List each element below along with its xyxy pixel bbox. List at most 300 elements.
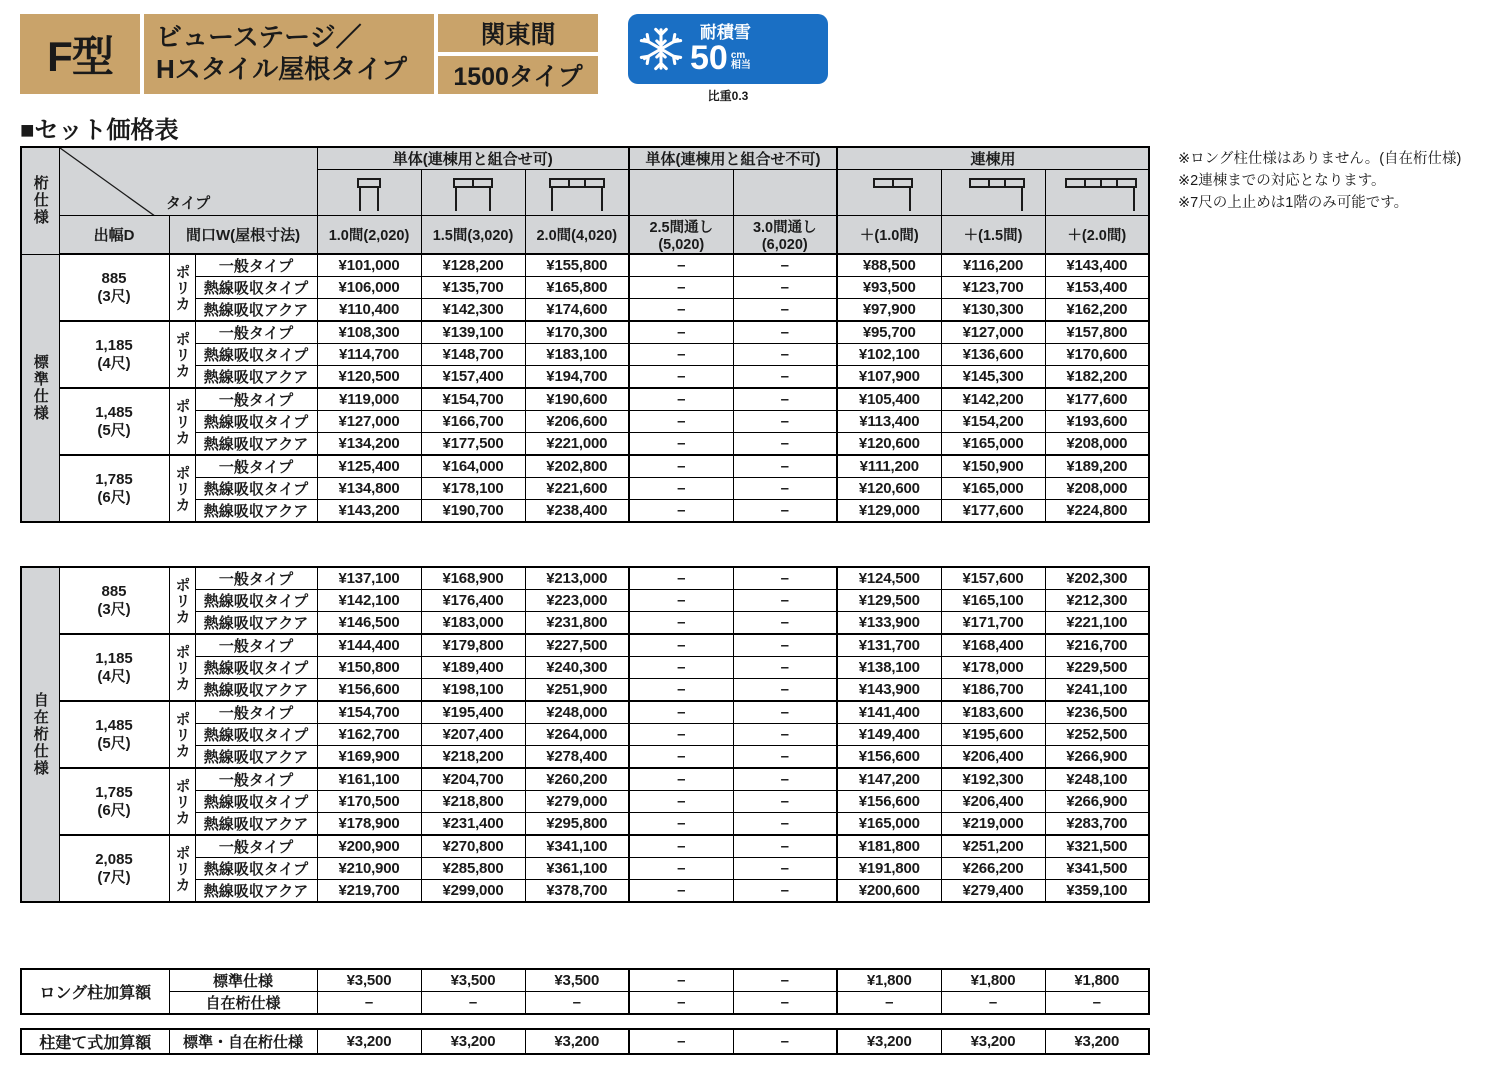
price-cell: ¥206,400 bbox=[941, 746, 1045, 769]
price-cell: ¥194,700 bbox=[525, 366, 629, 389]
price-cell: ¥264,000 bbox=[525, 724, 629, 746]
header-spec-label: 桁仕様 bbox=[21, 147, 59, 254]
addon-row bbox=[21, 992, 1149, 1015]
header-column-5: 3.0間通し(6,020) bbox=[733, 216, 837, 255]
note-item: ※7尺の上止めは1階のみ可能です。 bbox=[1178, 195, 1409, 212]
price-cell: ¥133,900 bbox=[837, 612, 941, 635]
price-cell: – bbox=[629, 791, 733, 813]
snow-load-density: 比重0.3 bbox=[707, 89, 749, 103]
price-cell: – bbox=[733, 858, 837, 880]
snow-load-text bbox=[690, 24, 751, 75]
header-column-7: ＋(1.5間) bbox=[941, 216, 1045, 255]
price-cell: ¥127,000 bbox=[317, 411, 421, 433]
size-label: 1500タイプ bbox=[438, 56, 598, 94]
snow-load-title: 耐積雪 bbox=[699, 22, 751, 42]
addon-price-cell: ¥3,500 bbox=[317, 969, 421, 992]
price-cell: ¥164,000 bbox=[421, 455, 525, 478]
addon-price-cell: – bbox=[629, 1029, 733, 1054]
price-cell: ¥111,200 bbox=[837, 455, 941, 478]
price-cell: – bbox=[629, 701, 733, 724]
grade-cell: 一般タイプ bbox=[195, 388, 317, 411]
price-cell: ¥95,700 bbox=[837, 321, 941, 344]
table-row bbox=[21, 567, 1149, 590]
price-table-freebeam bbox=[20, 566, 1150, 903]
price-cell: ¥177,600 bbox=[941, 500, 1045, 523]
price-cell: – bbox=[629, 679, 733, 702]
price-cell: ¥165,000 bbox=[941, 478, 1045, 500]
price-cell: ¥236,500 bbox=[1045, 701, 1149, 724]
addon-row bbox=[21, 969, 1149, 992]
price-cell: ¥202,800 bbox=[525, 455, 629, 478]
grade-cell: 熱線吸収タイプ bbox=[195, 791, 317, 813]
price-cell: ¥128,200 bbox=[421, 254, 525, 277]
price-cell: ¥178,100 bbox=[421, 478, 525, 500]
price-cell: ¥165,000 bbox=[837, 813, 941, 836]
addon-price-cell: ¥3,500 bbox=[525, 969, 629, 992]
header-type-label: タイプ bbox=[59, 147, 317, 216]
price-cell: ¥114,700 bbox=[317, 344, 421, 366]
grade-cell: 熱線吸収アクア bbox=[195, 813, 317, 836]
price-cell: ¥231,800 bbox=[525, 612, 629, 635]
block-spec-label: 自在桁仕様 bbox=[21, 567, 59, 902]
price-cell: ¥207,400 bbox=[421, 724, 525, 746]
material-cell: ポリカ bbox=[169, 254, 195, 321]
price-cell: ¥321,500 bbox=[1045, 835, 1149, 858]
price-cell: – bbox=[629, 768, 733, 791]
depth-cell: 1,185 (4尺) bbox=[59, 321, 169, 388]
depth-cell: 885 (3尺) bbox=[59, 254, 169, 321]
addon-price-cell: ¥1,800 bbox=[1045, 969, 1149, 992]
price-cell: ¥101,000 bbox=[317, 254, 421, 277]
carport-addon-2bay-icon bbox=[941, 170, 1045, 216]
price-cell: ¥241,100 bbox=[1045, 679, 1149, 702]
material-cell: ポリカ bbox=[169, 388, 195, 455]
price-cell: ¥134,800 bbox=[317, 478, 421, 500]
grade-cell: 熱線吸収タイプ bbox=[195, 657, 317, 679]
price-table-standard bbox=[20, 146, 1150, 523]
grade-cell: 熱線吸収タイプ bbox=[195, 411, 317, 433]
price-cell: ¥283,700 bbox=[1045, 813, 1149, 836]
price-cell: ¥165,800 bbox=[525, 277, 629, 299]
price-cell: – bbox=[733, 813, 837, 836]
carport-1bay-icon bbox=[733, 170, 837, 216]
price-cell: ¥170,300 bbox=[525, 321, 629, 344]
price-cell: ¥219,700 bbox=[317, 880, 421, 903]
grade-cell: 熱線吸収アクア bbox=[195, 366, 317, 389]
price-cell: ¥200,600 bbox=[837, 880, 941, 903]
price-cell: ¥147,200 bbox=[837, 768, 941, 791]
addon-price-cell: – bbox=[421, 992, 525, 1015]
header-column-6: ＋(1.0間) bbox=[837, 216, 941, 255]
block-spec-label: 標準仕様 bbox=[21, 254, 59, 522]
price-cell: ¥183,000 bbox=[421, 612, 525, 635]
price-cell: ¥150,800 bbox=[317, 657, 421, 679]
price-cell: ¥341,100 bbox=[525, 835, 629, 858]
price-cell: ¥168,900 bbox=[421, 567, 525, 590]
carport-addon-3bay-icon bbox=[1045, 170, 1149, 216]
price-cell: – bbox=[629, 880, 733, 903]
price-cell: ¥127,000 bbox=[941, 321, 1045, 344]
price-cell: – bbox=[733, 590, 837, 612]
grade-cell: 一般タイプ bbox=[195, 455, 317, 478]
price-cell: ¥200,900 bbox=[317, 835, 421, 858]
price-cell: – bbox=[629, 455, 733, 478]
header-column-2: 1.5間(3,020) bbox=[421, 216, 525, 255]
price-cell: – bbox=[733, 411, 837, 433]
price-cell: ¥252,500 bbox=[1045, 724, 1149, 746]
addon-price-cell: – bbox=[525, 992, 629, 1015]
grade-cell: 熱線吸収アクア bbox=[195, 612, 317, 635]
price-cell: – bbox=[733, 746, 837, 769]
addon-sub-label: 自在桁仕様 bbox=[169, 992, 317, 1015]
price-cell: – bbox=[629, 724, 733, 746]
depth-cell: 1,485 (5尺) bbox=[59, 388, 169, 455]
snowflake-icon bbox=[638, 26, 684, 72]
section-title: ■セット価格表 bbox=[20, 117, 179, 144]
price-cell: ¥206,400 bbox=[941, 791, 1045, 813]
depth-cell: 1,185 (4尺) bbox=[59, 634, 169, 701]
price-cell: ¥248,100 bbox=[1045, 768, 1149, 791]
header-column-3: 2.0間(4,020) bbox=[525, 216, 629, 255]
price-cell: ¥120,500 bbox=[317, 366, 421, 389]
note-item: ※ロング柱仕様はありません。(自在桁仕様) bbox=[1178, 151, 1462, 167]
price-cell: ¥169,900 bbox=[317, 746, 421, 769]
price-cell: ¥143,400 bbox=[1045, 254, 1149, 277]
price-cell: ¥213,000 bbox=[525, 567, 629, 590]
grade-cell: 熱線吸収タイプ bbox=[195, 478, 317, 500]
table-row bbox=[21, 768, 1149, 791]
addon-price-cell: – bbox=[733, 969, 837, 992]
grade-cell: 一般タイプ bbox=[195, 835, 317, 858]
addon-price-cell: – bbox=[837, 992, 941, 1015]
addon-label: 柱建て式加算額 bbox=[21, 1029, 169, 1054]
price-cell: – bbox=[733, 254, 837, 277]
price-cell: ¥97,900 bbox=[837, 299, 941, 322]
price-cell: – bbox=[733, 724, 837, 746]
grade-cell: 一般タイプ bbox=[195, 321, 317, 344]
price-cell: – bbox=[629, 657, 733, 679]
price-cell: – bbox=[629, 277, 733, 299]
price-cell: – bbox=[629, 478, 733, 500]
carport-1bay-icon bbox=[317, 170, 421, 216]
price-cell: ¥136,600 bbox=[941, 344, 1045, 366]
snow-load-value-row bbox=[690, 38, 751, 77]
price-cell: ¥166,700 bbox=[421, 411, 525, 433]
price-cell: ¥192,300 bbox=[941, 768, 1045, 791]
price-cell: ¥218,200 bbox=[421, 746, 525, 769]
product-type-badge: F型 bbox=[20, 14, 140, 94]
price-cell: ¥134,200 bbox=[317, 433, 421, 456]
price-cell: ¥341,500 bbox=[1045, 858, 1149, 880]
grade-cell: 熱線吸収タイプ bbox=[195, 858, 317, 880]
depth-cell: 1,485 (5尺) bbox=[59, 701, 169, 768]
price-cell: ¥153,400 bbox=[1045, 277, 1149, 299]
price-cell: ¥162,700 bbox=[317, 724, 421, 746]
price-cell: ¥229,500 bbox=[1045, 657, 1149, 679]
snow-load-badge bbox=[628, 14, 828, 84]
price-cell: ¥174,600 bbox=[525, 299, 629, 322]
price-cell: ¥295,800 bbox=[525, 813, 629, 836]
header-group-multi: 連棟用 bbox=[837, 147, 1149, 170]
price-cell: ¥359,100 bbox=[1045, 880, 1149, 903]
price-cell: ¥124,500 bbox=[837, 567, 941, 590]
price-cell: ¥142,300 bbox=[421, 299, 525, 322]
grade-cell: 一般タイプ bbox=[195, 768, 317, 791]
price-cell: ¥107,900 bbox=[837, 366, 941, 389]
price-cell: ¥168,400 bbox=[941, 634, 1045, 657]
material-cell: ポリカ bbox=[169, 768, 195, 835]
price-cell: ¥218,800 bbox=[421, 791, 525, 813]
addon-table bbox=[20, 1028, 1150, 1055]
price-cell: – bbox=[629, 746, 733, 769]
price-cell: ¥154,200 bbox=[941, 411, 1045, 433]
table-row bbox=[21, 455, 1149, 478]
price-cell: – bbox=[733, 455, 837, 478]
grade-cell: 熱線吸収タイプ bbox=[195, 724, 317, 746]
price-cell: ¥129,000 bbox=[837, 500, 941, 523]
product-banner bbox=[20, 14, 598, 94]
price-cell: ¥224,800 bbox=[1045, 500, 1149, 523]
price-cell: – bbox=[733, 567, 837, 590]
price-cell: ¥129,500 bbox=[837, 590, 941, 612]
price-cell: ¥204,700 bbox=[421, 768, 525, 791]
addon-price-cell: – bbox=[1045, 992, 1149, 1015]
price-cell: – bbox=[629, 590, 733, 612]
price-cell: ¥105,400 bbox=[837, 388, 941, 411]
snow-load-badge-wrap bbox=[628, 14, 828, 104]
price-cell: ¥278,400 bbox=[525, 746, 629, 769]
price-cell: – bbox=[629, 858, 733, 880]
grade-cell: 一般タイプ bbox=[195, 567, 317, 590]
price-cell: ¥144,400 bbox=[317, 634, 421, 657]
table-row bbox=[21, 321, 1149, 344]
price-cell: – bbox=[629, 299, 733, 322]
price-cell: ¥150,900 bbox=[941, 455, 1045, 478]
price-cell: ¥161,100 bbox=[317, 768, 421, 791]
addon-price-cell: – bbox=[733, 992, 837, 1015]
price-cell: – bbox=[733, 344, 837, 366]
depth-cell: 1,785 (6尺) bbox=[59, 768, 169, 835]
addon-sub-label: 標準・自在桁仕様 bbox=[169, 1029, 317, 1054]
price-cell: ¥157,800 bbox=[1045, 321, 1149, 344]
price-cell: – bbox=[733, 366, 837, 389]
price-cell: ¥208,000 bbox=[1045, 433, 1149, 456]
price-cell: ¥108,300 bbox=[317, 321, 421, 344]
price-cell: – bbox=[733, 388, 837, 411]
price-cell: – bbox=[629, 344, 733, 366]
header-group-single-combinable: 単体(連棟用と組合せ可) bbox=[317, 147, 629, 170]
price-cell: ¥361,100 bbox=[525, 858, 629, 880]
price-cell: ¥189,400 bbox=[421, 657, 525, 679]
price-cell: ¥155,800 bbox=[525, 254, 629, 277]
table-row bbox=[21, 634, 1149, 657]
addon-price-cell: – bbox=[733, 1029, 837, 1054]
price-cell: ¥212,300 bbox=[1045, 590, 1149, 612]
snow-load-unit-top: cm bbox=[730, 49, 746, 61]
price-cell: ¥88,500 bbox=[837, 254, 941, 277]
price-cell: ¥157,600 bbox=[941, 567, 1045, 590]
price-cell: ¥102,100 bbox=[837, 344, 941, 366]
price-cell: ¥135,700 bbox=[421, 277, 525, 299]
price-cell: ¥183,100 bbox=[525, 344, 629, 366]
price-cell: ¥165,000 bbox=[941, 433, 1045, 456]
material-cell: ポリカ bbox=[169, 455, 195, 522]
price-cell: ¥138,100 bbox=[837, 657, 941, 679]
grade-cell: 熱線吸収アクア bbox=[195, 299, 317, 322]
price-cell: ¥299,000 bbox=[421, 880, 525, 903]
price-cell: ¥206,600 bbox=[525, 411, 629, 433]
price-cell: ¥113,400 bbox=[837, 411, 941, 433]
price-cell: ¥170,600 bbox=[1045, 344, 1149, 366]
price-cell: ¥186,700 bbox=[941, 679, 1045, 702]
price-cell: – bbox=[629, 433, 733, 456]
price-cell: ¥145,300 bbox=[941, 366, 1045, 389]
price-cell: ¥223,000 bbox=[525, 590, 629, 612]
price-cell: ¥165,100 bbox=[941, 590, 1045, 612]
carport-addon-1bay-icon bbox=[837, 170, 941, 216]
header-group-single-not-combinable: 単体(連棟用と組合せ不可) bbox=[629, 147, 837, 170]
addon-price-cell: – bbox=[629, 992, 733, 1015]
price-cell: ¥148,700 bbox=[421, 344, 525, 366]
price-cell: ¥116,200 bbox=[941, 254, 1045, 277]
price-cell: ¥123,700 bbox=[941, 277, 1045, 299]
price-cell: ¥191,800 bbox=[837, 858, 941, 880]
price-cell: ¥181,800 bbox=[837, 835, 941, 858]
price-cell: ¥208,000 bbox=[1045, 478, 1149, 500]
price-cell: ¥251,900 bbox=[525, 679, 629, 702]
price-cell: ¥130,300 bbox=[941, 299, 1045, 322]
price-cell: – bbox=[733, 478, 837, 500]
price-cell: ¥156,600 bbox=[837, 746, 941, 769]
price-cell: ¥279,400 bbox=[941, 880, 1045, 903]
price-cell: ¥157,400 bbox=[421, 366, 525, 389]
price-cell: ¥162,200 bbox=[1045, 299, 1149, 322]
price-cell: – bbox=[629, 567, 733, 590]
price-cell: ¥171,700 bbox=[941, 612, 1045, 635]
notes-block bbox=[1178, 148, 1488, 214]
addon-price-cell: ¥3,200 bbox=[317, 1029, 421, 1054]
depth-cell: 1,785 (6尺) bbox=[59, 455, 169, 522]
price-cell: ¥137,100 bbox=[317, 567, 421, 590]
addon-price-cell: ¥3,500 bbox=[421, 969, 525, 992]
grade-cell: 熱線吸収アクア bbox=[195, 433, 317, 456]
price-cell: – bbox=[733, 880, 837, 903]
price-cell: ¥143,900 bbox=[837, 679, 941, 702]
price-cell: ¥189,200 bbox=[1045, 455, 1149, 478]
header-column-row bbox=[21, 216, 1149, 255]
price-cell: ¥221,600 bbox=[525, 478, 629, 500]
product-name-block bbox=[144, 14, 434, 94]
price-cell: ¥143,200 bbox=[317, 500, 421, 523]
price-cell: ¥156,600 bbox=[837, 791, 941, 813]
price-cell: ¥231,400 bbox=[421, 813, 525, 836]
price-cell: – bbox=[733, 321, 837, 344]
price-cell: ¥178,000 bbox=[941, 657, 1045, 679]
price-cell: – bbox=[629, 366, 733, 389]
price-cell: ¥154,700 bbox=[317, 701, 421, 724]
grade-cell: 熱線吸収アクア bbox=[195, 746, 317, 769]
price-cell: ¥120,600 bbox=[837, 478, 941, 500]
depth-cell: 885 (3尺) bbox=[59, 567, 169, 634]
addon-price-cell: – bbox=[629, 969, 733, 992]
material-cell: ポリカ bbox=[169, 835, 195, 902]
header-column-4: 2.5間通し(5,020) bbox=[629, 216, 733, 255]
grade-cell: 一般タイプ bbox=[195, 634, 317, 657]
price-cell: – bbox=[629, 321, 733, 344]
price-cell: ¥125,400 bbox=[317, 455, 421, 478]
header-column-1: 1.0間(2,020) bbox=[317, 216, 421, 255]
price-cell: – bbox=[733, 701, 837, 724]
price-cell: ¥216,700 bbox=[1045, 634, 1149, 657]
price-cell: ¥195,600 bbox=[941, 724, 1045, 746]
price-cell: ¥221,000 bbox=[525, 433, 629, 456]
price-cell: ¥149,400 bbox=[837, 724, 941, 746]
price-cell: ¥177,500 bbox=[421, 433, 525, 456]
snow-load-unit bbox=[731, 51, 751, 72]
depth-cell: 2,085 (7尺) bbox=[59, 835, 169, 902]
table-row bbox=[21, 701, 1149, 724]
price-cell: ¥139,100 bbox=[421, 321, 525, 344]
price-cell: – bbox=[733, 612, 837, 635]
header-width-label: 間口W(屋根寸法) bbox=[169, 216, 317, 255]
price-cell: ¥120,600 bbox=[837, 433, 941, 456]
product-name-line1: ビューステージ／ bbox=[156, 22, 362, 53]
price-cell: ¥238,400 bbox=[525, 500, 629, 523]
price-cell: ¥170,500 bbox=[317, 791, 421, 813]
addon-label: ロング柱加算額 bbox=[21, 969, 169, 1014]
addon-row bbox=[21, 1029, 1149, 1054]
header-group-row bbox=[21, 147, 1149, 170]
grade-cell: 熱線吸収アクア bbox=[195, 880, 317, 903]
price-cell: ¥154,700 bbox=[421, 388, 525, 411]
table-row bbox=[21, 254, 1149, 277]
addon-price-cell: ¥3,200 bbox=[837, 1029, 941, 1054]
addon-price-cell: – bbox=[941, 992, 1045, 1015]
price-cell: ¥198,100 bbox=[421, 679, 525, 702]
price-cell: – bbox=[629, 612, 733, 635]
snow-load-unit-bottom: 相当 bbox=[730, 60, 751, 71]
price-cell: – bbox=[733, 277, 837, 299]
grade-cell: 一般タイプ bbox=[195, 254, 317, 277]
price-cell: ¥270,800 bbox=[421, 835, 525, 858]
price-cell: – bbox=[733, 791, 837, 813]
grade-cell: 熱線吸収タイプ bbox=[195, 344, 317, 366]
price-cell: ¥177,600 bbox=[1045, 388, 1149, 411]
note-item: ※2連棟までの対応となります。 bbox=[1178, 173, 1386, 190]
grade-cell: 熱線吸収アクア bbox=[195, 500, 317, 523]
addon-price-cell: ¥3,200 bbox=[1045, 1029, 1149, 1054]
price-cell: ¥193,600 bbox=[1045, 411, 1149, 433]
price-cell: ¥141,400 bbox=[837, 701, 941, 724]
price-cell: ¥266,900 bbox=[1045, 791, 1149, 813]
material-cell: ポリカ bbox=[169, 567, 195, 634]
price-cell: ¥176,400 bbox=[421, 590, 525, 612]
price-cell: – bbox=[733, 657, 837, 679]
addon-price-cell: ¥3,200 bbox=[525, 1029, 629, 1054]
price-cell: ¥179,800 bbox=[421, 634, 525, 657]
grade-cell: 熱線吸収タイプ bbox=[195, 590, 317, 612]
header-column-8: ＋(2.0間) bbox=[1045, 216, 1149, 255]
addon-price-cell: ¥3,200 bbox=[941, 1029, 1045, 1054]
table-row bbox=[21, 835, 1149, 858]
price-cell: ¥279,000 bbox=[525, 791, 629, 813]
addon-price-cell: ¥3,200 bbox=[421, 1029, 525, 1054]
price-cell: ¥106,000 bbox=[317, 277, 421, 299]
price-cell: ¥285,800 bbox=[421, 858, 525, 880]
price-cell: – bbox=[629, 813, 733, 836]
price-cell: ¥93,500 bbox=[837, 277, 941, 299]
price-cell: – bbox=[629, 254, 733, 277]
